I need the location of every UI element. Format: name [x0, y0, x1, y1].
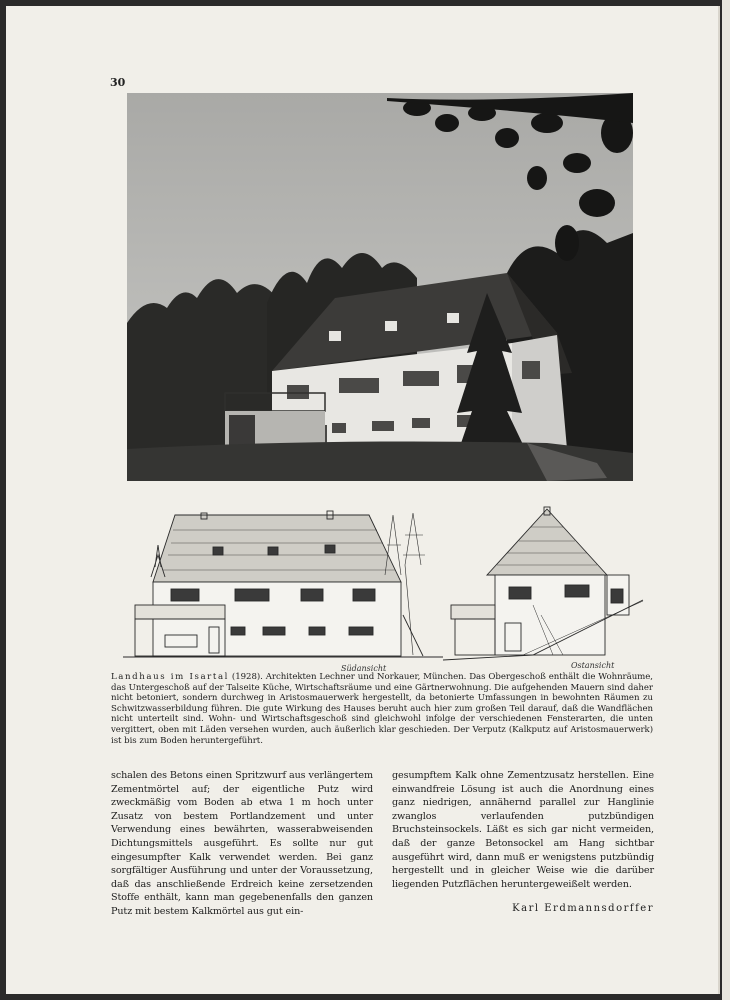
caption-title: Landhaus im Isartal — [111, 672, 230, 682]
elevation-drawing-image — [113, 505, 653, 673]
page-edge — [722, 0, 730, 1000]
elevation-drawings — [113, 505, 653, 673]
page-number: 30 — [110, 76, 126, 89]
house-photograph — [127, 93, 633, 481]
caption-text: (1928). Architekten Lechner und Norkauer, München. Das Obergeschoß enthält die Wohnräume, das Untergeschoß auf der Talseite Küche, Wirtschaftsräume und eine Gärtnerwohnung. Die aufgehenden Mauern sind daher nicht betoniert, sondern durchweg in Aristosmauerwerk hergestellt, da betonierte Umfassungen in bewohnten Räumen zu Schwitzwasserbildung führen. Die gute Wirkung des Hauses beruht auch hier zum großen Teil darauf, daß die Wandflächen nicht unterteilt sind. Wohn- und Wirtschaftsgeschoß sind gleichwohl infolge der verschiedenen Fensterarten, die unten vergittert, oben mit Läden versehen wurden, auch äußerlich klar geschieden. Der Verputz (Kalkputz auf Aristosmauerwerk) ist bis zum Boden heruntergeführt. — [111, 672, 653, 746]
figure-caption — [111, 672, 653, 746]
body-column-right: gesumpftem Kalk ohne Zementzusatz herstellen. Eine einwandfreie Lösung ist auch die Anordnung eines ganz niedrigen, annähernd parallel zur Hanglinie zwanglos verlaufenden putzbündigen Bruchsteinsockels. Läßt es sich gar nicht vermeiden, daß der ganze Betonsockel am Hang sichtbar ausgeführt wird, dann muß er wenigstens putzbündig hergestellt und in gleicher Weise wie die darüber liegenden Putzflächen heruntergeweißelt werden. — [392, 770, 654, 890]
south-elevation-label: Südansicht — [341, 664, 387, 673]
house-photo-image — [127, 93, 633, 481]
east-elevation-label: Ostansicht — [571, 661, 615, 670]
body-column-left: schalen des Betons einen Spritzwurf aus verlängertem Zementmörtel auf; der eigentliche Putz wird zweckmäßig vom Boden ab etwa 1 m hoch unter Zusatz von bestem Portlandzement und unter Verwendung eines bewährten, wasserabweisenden Dichtungsmittels ausgeführt. Es sollte nur gut eingesumpfter Kalk verwendet werden. Bei ganz sorgfältiger Ausführung und unter der Voraussetzung, daß das anschließende Erdreich keine zersetzenden Stoffe enthält, kann man gegebenenfalls den ganzen Putz mit bestem Kalkmörtel aus gut ein- — [111, 770, 373, 917]
author-signature: Karl Erdmannsdorffer — [512, 903, 654, 914]
